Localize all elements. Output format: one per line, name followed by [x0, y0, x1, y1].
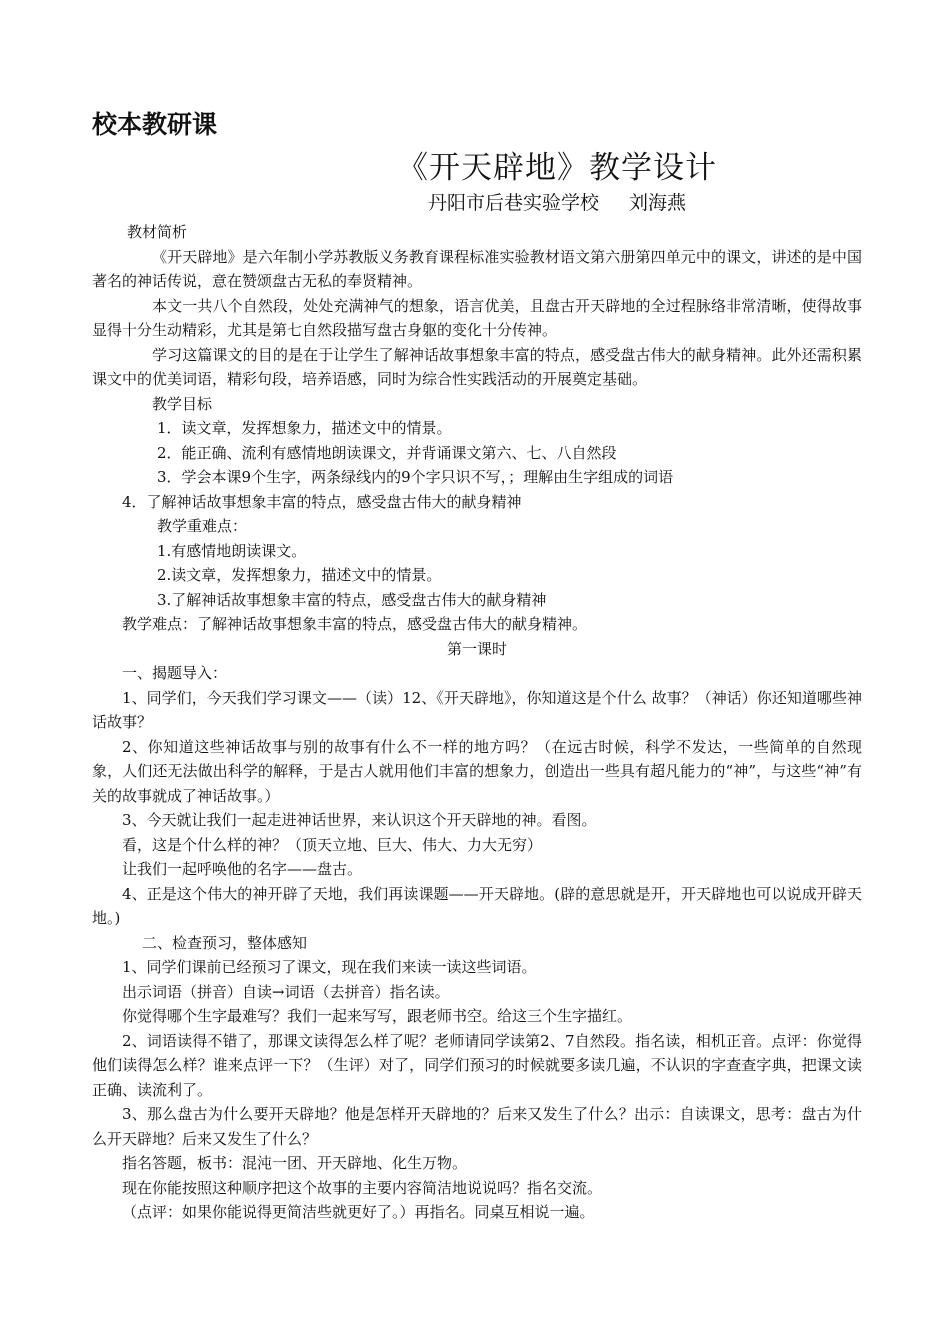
lesson-paragraph: 看，这是个什么样的神？（顶天立地、巨大、伟大、力大无穷）: [122, 835, 543, 854]
section-heading-analysis: 教材简析: [127, 223, 188, 241]
part-heading: 一、揭题导入：: [122, 664, 228, 682]
lesson-paragraph: 1、同学们，今天我们学习课文——（读）12、《开天辟地》，你知道这是个什么 故事？（神话）你还知道哪些神话故事？: [92, 688, 862, 731]
doc-author-line: [252, 188, 862, 218]
section-heading-key-points: 教学重难点：: [157, 517, 248, 535]
lesson-paragraph: 3、那么盘古为什么要开天辟地？他是怎样开天辟地的？后来又发生了什么？出示：自读课文，思考：盘古为什么开天辟地？后来又发生了什么？: [92, 1105, 862, 1148]
goal-item: 1．读文章，发挥想象力，描述文中的情景。: [157, 419, 452, 437]
lesson-paragraph: 你觉得哪个生字最难写？我们一起来写写，跟老师书空。给这三个生字描红。: [122, 1007, 633, 1025]
key-point-item: 3.了解神话故事想象丰富的特点，感受盘古伟大的献身精神: [157, 590, 547, 609]
document-content: [92, 108, 862, 1225]
key-point-item: 1.有感情地朗读课文。: [157, 541, 307, 560]
lesson-heading: 第一课时: [446, 639, 507, 658]
lesson-paragraph: 4、正是这个伟大的神开辟了天地，我们再读课题——开天辟地。(辟的意思就是开，开天辟地也可以说成开辟天地。): [92, 884, 862, 927]
lesson-paragraph: 2、你知道这些神话故事与别的故事有什么不一样的地方吗？（在远古时候，科学不发达，一些简单的自然现象，人们还无法做出科学的解释，于是古人就用他们丰富的想象力，创造出一些具有超凡能力的“神”，与这些“神”有关的故事就成了神话故事。）: [92, 737, 862, 805]
lesson-paragraph: 让我们一起呼唤他的名字——盘古。: [122, 860, 363, 878]
goal-item: 3．学会本课9个生字，两条绿线内的9个字只识不写，；理解由生字组成的词语: [157, 468, 674, 486]
difficulty-line: 教学难点：了解神话故事想象丰富的特点，感受盘古伟大的献身精神。: [122, 615, 588, 633]
lesson-paragraph: （点评：如果你能说得更简洁些就更好了。）再指名。同桌互相说一遍。: [122, 1203, 595, 1221]
analysis-paragraph: 《开天辟地》是六年制小学苏教版义务教育课程标准实验教材语文第六册第四单元中的课文，讲述的是中国著名的神话传说，意在赞颂盘古无私的奉贤精神。: [92, 247, 862, 290]
lesson-paragraph: 1、同学们课前已经预习了课文，现在我们来读一读这些词语。: [122, 958, 537, 976]
analysis-paragraph: 本文一共八个自然段，处处充满神气的想象，语言优美，且盘古开天辟地的全过程脉络非常清晰，使得故事显得十分生动精彩，尤其是第七自然段描写盘古身躯的变化十分传神。: [92, 296, 862, 339]
doc-label: 校本教研课: [92, 110, 218, 139]
goal-item: 2．能正确、流利有感情地朗读课文，并背诵课文第六、七、八自然段: [157, 443, 617, 462]
lesson-paragraph: 3、今天就让我们一起走进神话世界，来认识这个开天辟地的神。看图。: [122, 811, 597, 829]
lesson-paragraph: 现在你能按照这种顺序把这个故事的主要内容简洁地说说吗？指名交流。: [122, 1178, 603, 1197]
goal-item: 4．了解神话故事想象丰富的特点，感受盘古伟大的献身精神: [122, 492, 522, 511]
lesson-paragraph: 2、词语读得不错了，那课文读得怎么样了呢？老师请同学读第2、7自然段。指名读，相机正音。点评：你觉得他们读得怎么样？谁来点评一下？（生评）对了，同学们预习的时候就要多读几遍，不认识的字查查字典，把课文读正确、读流利了。: [92, 1031, 862, 1099]
section-heading-goals: 教学目标: [152, 394, 213, 413]
part-heading: 二、检查预习，整体感知: [142, 933, 308, 952]
author-name: 刘海燕: [629, 192, 687, 214]
key-point-item: 2.读文章，发挥想象力，描述文中的情景。: [157, 566, 442, 584]
lesson-paragraph: 出示词语（拼音）自读→词语（去拼音）指名读。: [122, 982, 450, 1001]
doc-title: 《开天辟地》教学设计: [397, 150, 717, 186]
analysis-paragraph: 学习这篇课文的目的是在于让学生了解神话故事想象丰富的特点，感受盘古伟大的献身精神。此外还需积累课文中的优美词语，精彩句段，培养语感，同时为综合性实践活动的开展奠定基础。: [92, 345, 862, 388]
school-name: 丹阳市后巷实验学校: [427, 192, 599, 214]
lesson-paragraph: 指名答题，板书：混沌一团、开天辟地、化生万物。: [122, 1154, 468, 1172]
